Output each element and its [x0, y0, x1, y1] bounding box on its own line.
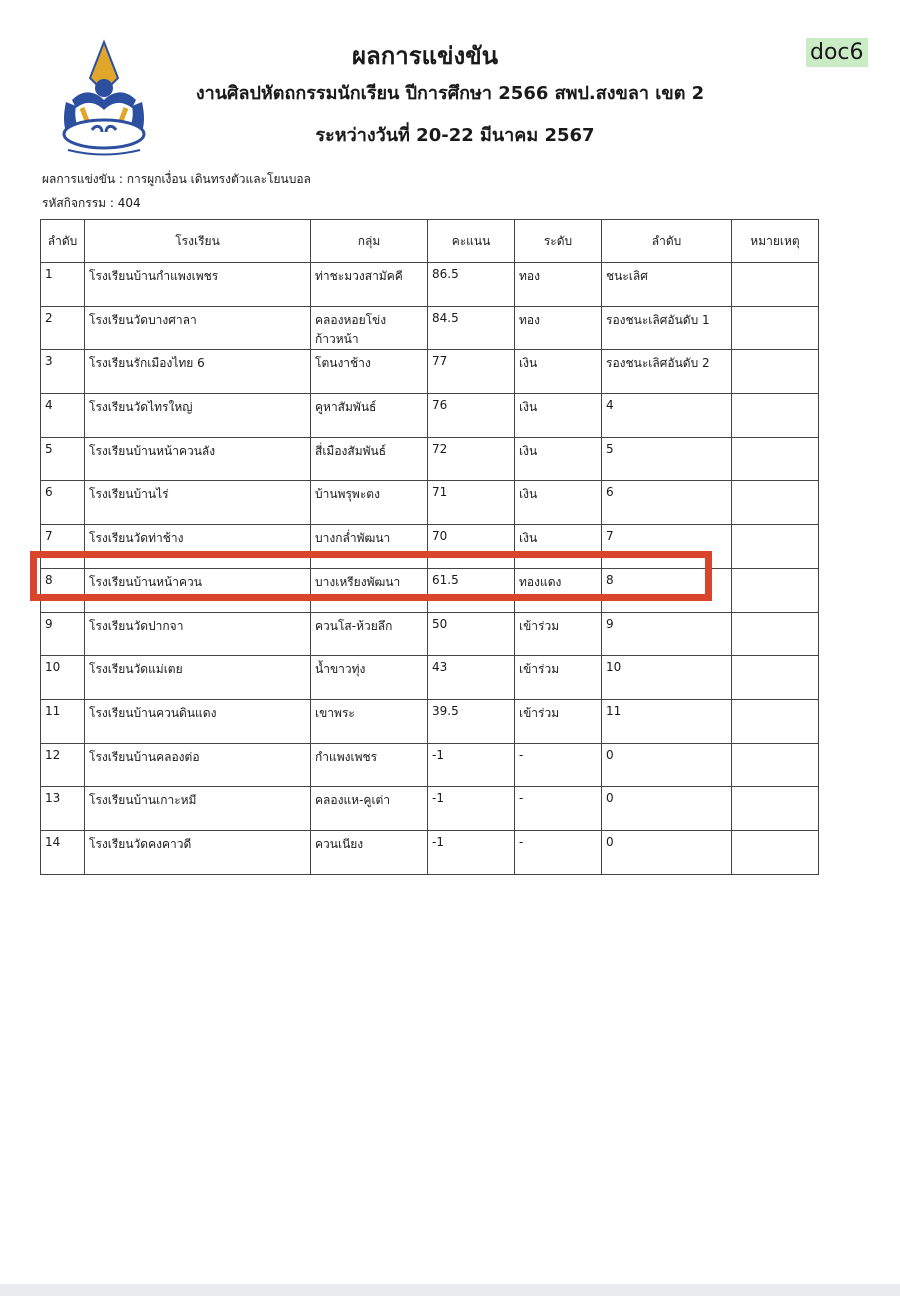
- cell-score: 50: [428, 612, 515, 656]
- cell-placement: ชนะเลิศ: [602, 263, 732, 307]
- cell-group: น้ำขาวทุ่ง: [311, 656, 428, 700]
- cell-remarks: [732, 481, 819, 525]
- cell-score: 61.5: [428, 568, 515, 612]
- cell-rank: 12: [41, 743, 85, 787]
- table-row: [41, 350, 819, 394]
- cell-school: โรงเรียนวัดคงคาวดี: [85, 830, 311, 874]
- cell-placement: 5: [602, 437, 732, 481]
- cell-score: 70: [428, 525, 515, 569]
- table-row: [41, 306, 819, 350]
- cell-score: 39.5: [428, 699, 515, 743]
- cell-score: 43: [428, 656, 515, 700]
- cell-remarks: [732, 394, 819, 438]
- cell-level: -: [515, 787, 602, 831]
- cell-group: ควนโส-ห้วยลึก: [311, 612, 428, 656]
- cell-rank: 7: [41, 525, 85, 569]
- cell-level: ทองแดง: [515, 568, 602, 612]
- cell-placement: 9: [602, 612, 732, 656]
- table-row: [41, 612, 819, 656]
- cell-remarks: [732, 306, 819, 350]
- table-row: [41, 830, 819, 874]
- cell-level: เงิน: [515, 437, 602, 481]
- cell-school: โรงเรียนบ้านไร่: [85, 481, 311, 525]
- cell-level: เข้าร่วม: [515, 656, 602, 700]
- table-row: [41, 743, 819, 787]
- cell-school: โรงเรียนวัดแม่เตย: [85, 656, 311, 700]
- cell-placement: 11: [602, 699, 732, 743]
- cell-remarks: [732, 656, 819, 700]
- cell-rank: 4: [41, 394, 85, 438]
- results-table: [40, 219, 819, 875]
- cell-group: สี่เมืองสัมพันธ์: [311, 437, 428, 481]
- cell-group: คูหาสัมพันธ์: [311, 394, 428, 438]
- cell-score: -1: [428, 787, 515, 831]
- cell-remarks: [732, 830, 819, 874]
- cell-remarks: [732, 263, 819, 307]
- cell-school: โรงเรียนรักเมืองไทย 6: [85, 350, 311, 394]
- cell-remarks: [732, 568, 819, 612]
- cell-rank: 9: [41, 612, 85, 656]
- cell-placement: 0: [602, 743, 732, 787]
- cell-rank: 6: [41, 481, 85, 525]
- cell-group: บ้านพรุพะตง: [311, 481, 428, 525]
- col-header-school: โรงเรียน: [85, 220, 311, 263]
- cell-rank: 11: [41, 699, 85, 743]
- cell-level: เงิน: [515, 481, 602, 525]
- cell-group: บางกล่ำพัฒนา: [311, 525, 428, 569]
- table-row: [41, 263, 819, 307]
- cell-score: -1: [428, 830, 515, 874]
- cell-remarks: [732, 437, 819, 481]
- cell-level: -: [515, 743, 602, 787]
- cell-score: 72: [428, 437, 515, 481]
- cell-rank: 10: [41, 656, 85, 700]
- table-row: [41, 699, 819, 743]
- cell-score: -1: [428, 743, 515, 787]
- cell-group: เขาพระ: [311, 699, 428, 743]
- cell-placement: 0: [602, 787, 732, 831]
- cell-rank: 2: [41, 306, 85, 350]
- cell-remarks: [732, 699, 819, 743]
- cell-placement: 4: [602, 394, 732, 438]
- col-header-placement: ลำดับ: [602, 220, 732, 263]
- cell-remarks: [732, 612, 819, 656]
- date-range: ระหว่างวันที่ 20-22 มีนาคม 2567: [315, 125, 595, 146]
- cell-placement: 10: [602, 656, 732, 700]
- cell-school: โรงเรียนวัดท่าช้าง: [85, 525, 311, 569]
- cell-group: คลองแห-คูเต่า: [311, 787, 428, 831]
- cell-remarks: [732, 350, 819, 394]
- cell-level: เข้าร่วม: [515, 699, 602, 743]
- cell-school: โรงเรียนบ้านควนดินแดง: [85, 699, 311, 743]
- cell-rank: 5: [41, 437, 85, 481]
- cell-school: โรงเรียนวัดบางศาลา: [85, 306, 311, 350]
- cell-score: 71: [428, 481, 515, 525]
- cell-group: กำแพงเพชร: [311, 743, 428, 787]
- cell-placement: 8: [602, 568, 732, 612]
- cell-group: บางเหรียงพัฒนา: [311, 568, 428, 612]
- cell-group: ควนเนียง: [311, 830, 428, 874]
- cell-school: โรงเรียนบ้านหน้าควน: [85, 568, 311, 612]
- bottom-bar: [0, 1284, 900, 1296]
- col-header-level: ระดับ: [515, 220, 602, 263]
- cell-remarks: [732, 787, 819, 831]
- cell-placement: 6: [602, 481, 732, 525]
- cell-level: เงิน: [515, 350, 602, 394]
- cell-level: ทอง: [515, 263, 602, 307]
- highlight-box: [30, 551, 712, 601]
- cell-school: โรงเรียนบ้านคลองต่อ: [85, 743, 311, 787]
- col-header-remarks: หมายเหตุ: [732, 220, 819, 263]
- cell-group: ท่าชะมวงสามัคคี: [311, 263, 428, 307]
- table-row: [41, 437, 819, 481]
- cell-rank: 1: [41, 263, 85, 307]
- col-header-rank: ลำดับ: [41, 220, 85, 263]
- doc-tag-label: doc6: [806, 38, 868, 67]
- cell-level: ทอง: [515, 306, 602, 350]
- cell-level: เงิน: [515, 525, 602, 569]
- cell-group: โตนงาช้าง: [311, 350, 428, 394]
- cell-school: โรงเรียนวัดไทรใหญ่: [85, 394, 311, 438]
- cell-level: เข้าร่วม: [515, 612, 602, 656]
- col-header-group: กลุ่ม: [311, 220, 428, 263]
- school-crest-logo: [52, 38, 156, 160]
- table-row: [41, 787, 819, 831]
- cell-school: โรงเรียนบ้านกำแพงเพชร: [85, 263, 311, 307]
- cell-school: โรงเรียนบ้านเกาะหมี: [85, 787, 311, 831]
- cell-level: -: [515, 830, 602, 874]
- cell-rank: 13: [41, 787, 85, 831]
- activity-code: รหัสกิจกรรม : 404: [42, 196, 141, 210]
- competition-name: ผลการแข่งขัน : การผูกเงื่อน เดินทรงตัวและโยนบอล: [42, 172, 311, 186]
- cell-rank: 3: [41, 350, 85, 394]
- cell-school: โรงเรียนวัดปากจา: [85, 612, 311, 656]
- cell-score: 76: [428, 394, 515, 438]
- cell-school: โรงเรียนบ้านหน้าควนลัง: [85, 437, 311, 481]
- table-row: [41, 394, 819, 438]
- cell-placement: 7: [602, 525, 732, 569]
- cell-remarks: [732, 525, 819, 569]
- cell-group: คลองหอยโข่งก้าวหน้า: [311, 306, 428, 350]
- table-row: [41, 656, 819, 700]
- page-subtitle: งานศิลปหัตถกรรมนักเรียน ปีการศึกษา 2566 สพป.สงขลา เขต 2: [195, 83, 705, 104]
- page-title: ผลการแข่งขัน: [351, 42, 499, 70]
- cell-placement: รองชนะเลิศอันดับ 1: [602, 306, 732, 350]
- col-header-score: คะแนน: [428, 220, 515, 263]
- cell-placement: 0: [602, 830, 732, 874]
- cell-score: 84.5: [428, 306, 515, 350]
- table-row: [41, 481, 819, 525]
- cell-placement: รองชนะเลิศอันดับ 2: [602, 350, 732, 394]
- cell-rank: 14: [41, 830, 85, 874]
- cell-score: 86.5: [428, 263, 515, 307]
- cell-level: เงิน: [515, 394, 602, 438]
- table-header-row: [41, 220, 819, 263]
- cell-remarks: [732, 743, 819, 787]
- cell-score: 77: [428, 350, 515, 394]
- cell-rank: 8: [41, 568, 85, 612]
